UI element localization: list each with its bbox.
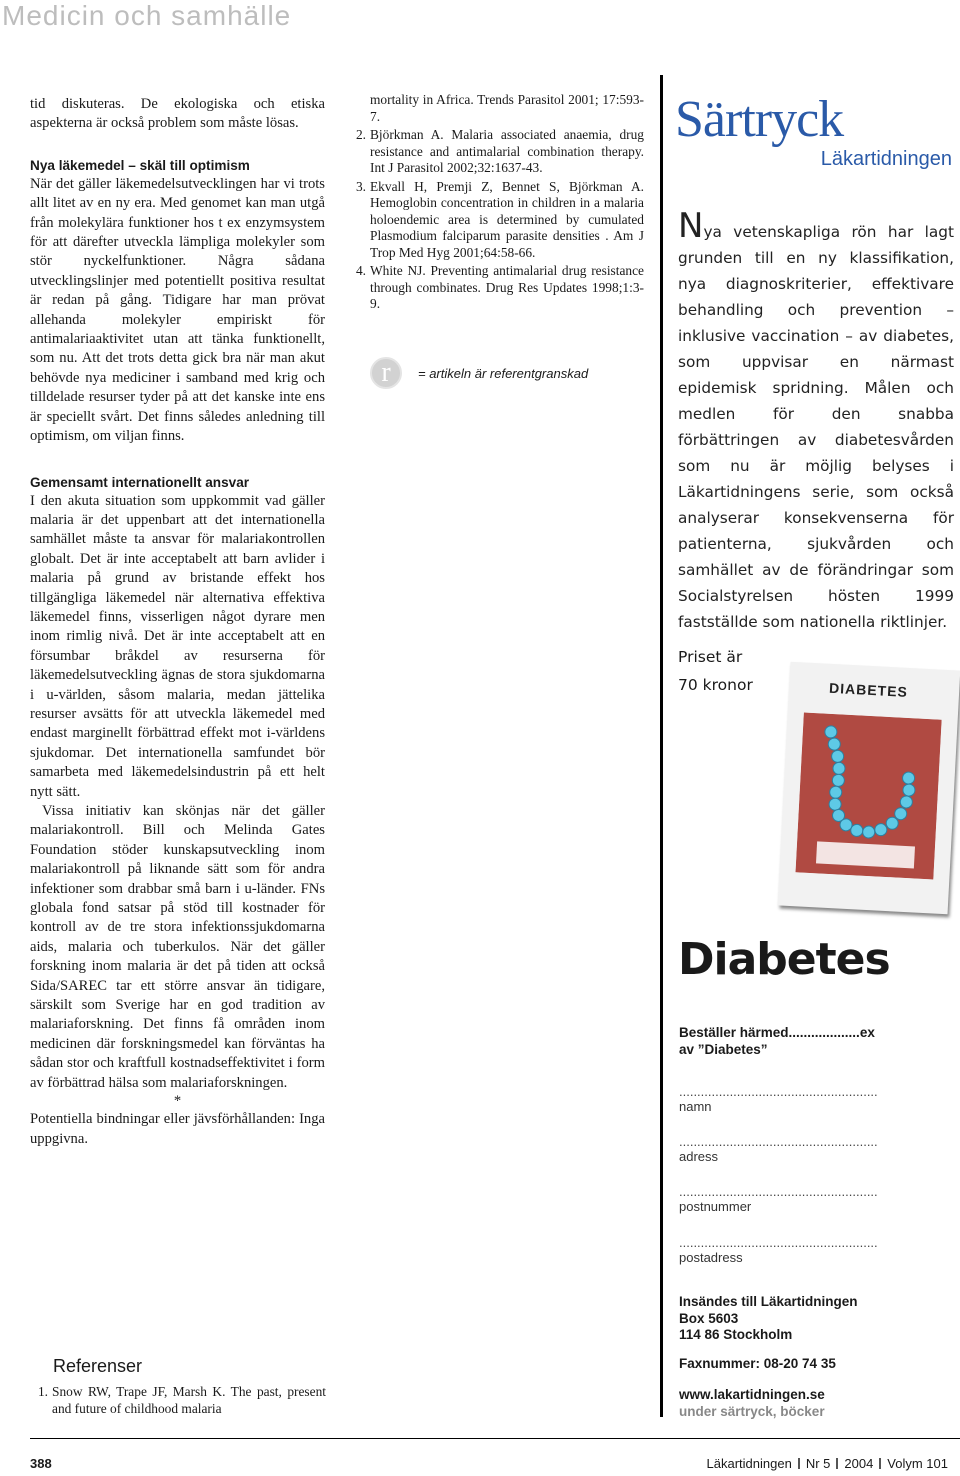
address-field[interactable]: ....................................................... adress <box>679 1134 878 1164</box>
reprint-ad-header <box>675 92 960 170</box>
subheading: Gemensamt internationellt ansvar <box>30 474 250 490</box>
column-divider <box>662 75 663 1417</box>
footer-rule <box>30 1438 960 1439</box>
reference-item: mortality in Africa. Trends Parasitol 2001; 17:593-7. <box>370 92 644 124</box>
conflict-statement: Potentiella bindningar eller jävsförhållanden: Inga uppgivna. <box>30 1111 325 1147</box>
name-field[interactable]: ....................................................... namn <box>679 1084 878 1114</box>
reference-item: 4. White NJ. Preventing antimalarial drug resistance through combinates. Drug Res Updates 1998;1:3-9. <box>355 263 644 311</box>
website-link[interactable]: www.lakartidningen.se <box>679 1387 825 1402</box>
price-info: Priset är 70 kronor <box>678 648 753 694</box>
peer-review-text: = artikeln är referentgranskad <box>418 365 589 381</box>
references-list-part2 <box>348 92 644 315</box>
ad-promo-text: Nya vetenskapliga rön har lagt grunden till en ny klassifikation, nya diagnoskriterier, effektivare behandling och prevention – inklusive vaccination – av diabetes, som uppvisar en närmast epidemisk spridning. Målen och medlen för den snabba förbättringen av diabetesvården som nu är möjlig belyses i Läkartidningens serie, som också analyserar konsekvenserna för patienterna, sjukvården och samhället av de förändringar som Socialstyrelsen hösten 1999 fastställde som nationella riktlinjer. <box>678 206 954 631</box>
reference-item: 3. Ekvall H, Premji Z, Bennet S, Björkman A. Hemoglobin concentration in children in a malaria holoendemic area is determined by cumulated Plasmodium falciparum parasite densities . Am J Trop Med Hyg 2001;64:58-66. <box>355 178 644 260</box>
drop-cap: N <box>678 206 704 246</box>
paragraph: När det gäller läkemedelsutvecklingen har vi trots allt litet av en ny era. Med genomet kan man utgå från molekylära funktioner hos t ex enzymsystem för att därefter utveckla lämpliga molekyler som stör nyckelfunktioner. Några sådana utvecklingslinjer med potentiellt positiva resultat är redan på gång. Tidigare har man prövat allehanda molekyler empiriskt för antimalariaaktivitet utan att tänka funktionellt, som nu. Att det trots detta gick bra när man akut behövde nya mediciner i samband med krig och tilldelade resurser tyder på att det kanske inte ens är speciellt svårt. Det finns således anledning till optimism, om viljan finns. <box>30 175 325 445</box>
article-column-1 <box>30 95 325 1149</box>
paragraph: tid diskuteras. De ekologiska och etiska aspekterna är också problem som måste lösas. <box>30 96 325 132</box>
paragraph: Vissa initiativ kan skönjas när det gäller malariakontroll. Bill och Melinda Gates Foundation stöder kunskapsutveckling inom malariakontroll på liknande sätt som för andra infektioner som drabbar små barn i u-länder. FNs globala fond satsar på stöd till kostnader för kontroll av de tre stora infektionssjukdomarna aids, malaria och tuberkulos. När det gäller forskning inom malaria är det på tiden att också Sida/SAREC tar ett större ansvar än tidigare, särskilt som Sverige har en god tradition av malariaforskning. Det finns få områden inom medicinen där forskningsmedel kan förväntas ha sådan stor och kraftfull kostnadseffektivitet i form av förbättrad hälsa som malariaforskningen. <box>30 803 325 1091</box>
book-cover-image <box>778 662 960 915</box>
page-number: 388 <box>30 1456 52 1471</box>
peer-reviewed-icon: r <box>370 357 402 389</box>
paragraph: I den akuta situation som uppkommit vad gäller malaria är det uppenbart att det internationella samhället måste ta ansvar för malariakontrollen globalt. Det är inte acceptabelt att barn avlider i malaria på grund av bristande effekt hos tillgängliga läkemedel när alternativa effektiva läkemedel finns, visserligen något dyrare men inom rimlig nivå. Det är inte acceptabelt att en försumbar bråkdel av resurserna för läkemedelsutveckling ägnas de stora sjukdomarna i u-världen, såsom malaria, medan jättelika resurser avsätts för att utveckla läkemedel med endast marginellt förbättrad effekt mot i-världens sjukdomar. Det internationella samfundet bör samarbeta med läkemedelsindustrin på ett helt nytt sätt. <box>30 492 325 800</box>
ad-title: Särtryck <box>675 91 844 148</box>
ad-subtitle: Läkartidningen <box>820 148 952 170</box>
postcode-field[interactable]: ....................................................... postnummer <box>679 1184 878 1214</box>
cover-title: DIABETES <box>828 679 909 700</box>
peer-review-note <box>370 357 588 389</box>
product-title: Diabetes <box>678 934 890 985</box>
fax-number: Faxnummer: 08-20 74 35 <box>679 1356 836 1371</box>
references-list-part1 <box>30 1384 326 1417</box>
website-info: www.lakartidningen.se under särtryck, böcker <box>679 1387 825 1419</box>
order-form-header: Beställer härmed...................ex av ”Diabetes” <box>679 1025 875 1057</box>
asterisk-divider: * <box>173 1093 182 1110</box>
reference-item: 1. Snow RW, Trape JF, Marsh K. The past, present and future of childhood malaria <box>37 1384 326 1416</box>
cover-artwork <box>795 712 941 879</box>
subheading: Nya läkemedel – skäl till optimism <box>30 157 250 173</box>
journal-info: Läkartidningen Nr 5 2004 Volym 101 <box>706 1456 948 1471</box>
city-field[interactable]: ....................................................... postadress <box>679 1235 878 1265</box>
references-heading: Referenser <box>53 1356 143 1376</box>
mailing-address: Insändes till Läkartidningen Box 5603 114 86 Stockholm <box>679 1294 858 1342</box>
reference-item: 2. Björkman A. Malaria associated anaemia, drug resistance and antimalarial combination therapy. Int J Parasitol 2002;32:1637-43. <box>355 127 644 175</box>
section-header: Medicin och samhälle <box>2 0 292 31</box>
